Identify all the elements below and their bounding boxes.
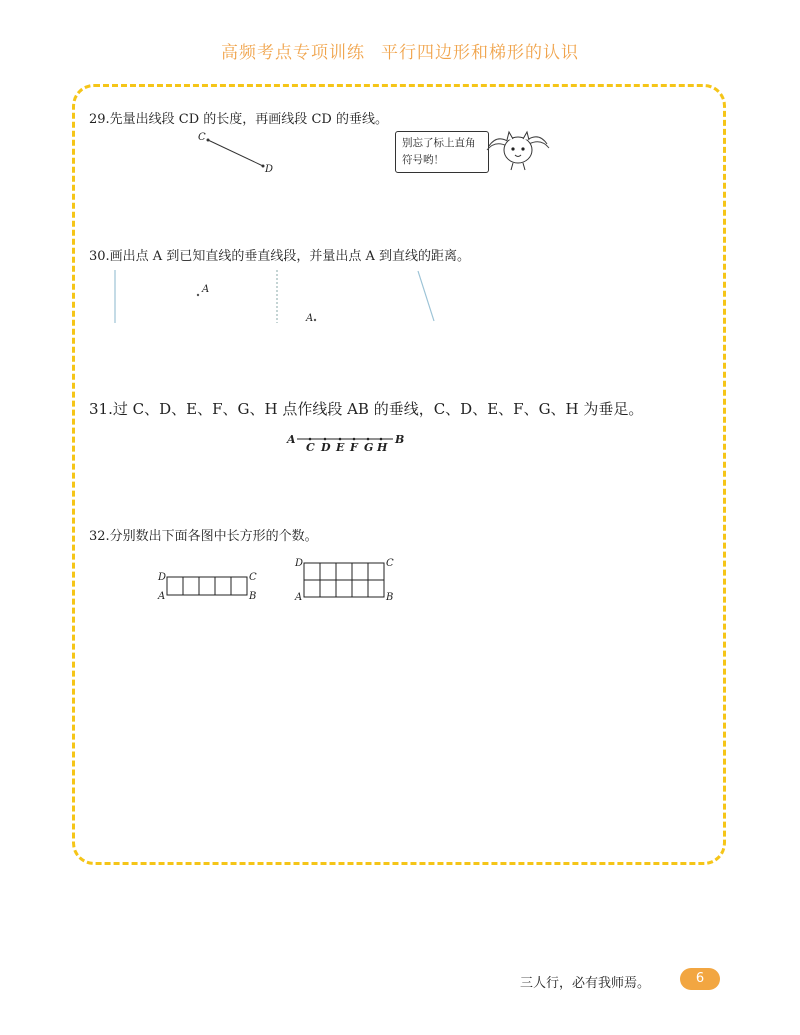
q31-figure: [285, 430, 415, 456]
point-d-label: D: [265, 164, 274, 175]
fig2-label-c: C: [386, 558, 394, 569]
point-b-label: B: [395, 433, 405, 446]
point-a1-label: A: [202, 284, 210, 295]
point-c-dot: [309, 438, 312, 441]
point-e-label: E: [336, 441, 345, 454]
footer-motto: 三人行，必有我师焉。: [520, 976, 651, 991]
fig2-label-a: A: [295, 592, 303, 603]
q32-figure-2: [292, 554, 402, 604]
page-number-badge: 6: [680, 968, 720, 990]
tip-line-2: 符号哟！: [402, 154, 444, 166]
content-frame: [72, 84, 726, 865]
q29-figure: [190, 128, 290, 178]
fig2-label-b: B: [386, 592, 394, 603]
point-h-dot: [380, 438, 383, 441]
point-f-label: F: [350, 441, 358, 454]
segment-cd: [208, 140, 263, 166]
point-a2-label: A: [306, 313, 314, 324]
point-c-label: C: [198, 132, 206, 143]
point-g-dot: [367, 438, 370, 441]
fig1-label-c: C: [249, 572, 257, 583]
fig2-label-d: D: [295, 558, 304, 569]
header-section: 高频考点专项训练: [221, 43, 365, 63]
point-c-dot: [207, 139, 210, 142]
fig1-label-d: D: [158, 572, 167, 583]
point-d-dot: [324, 438, 327, 441]
point-d-label: D: [321, 441, 331, 454]
point-a2-dot: [314, 319, 316, 321]
point-g-label: G: [364, 441, 374, 454]
tip-speech-bubble: [395, 131, 489, 173]
fig1-outer-rect: [167, 577, 247, 595]
point-f-dot: [353, 438, 356, 441]
fig1-label-a: A: [158, 591, 166, 602]
point-h-label: H: [377, 441, 388, 454]
question-30-text: 30.画出点 A 到已知直线的垂直线段，并量出点 A 到直线的距离。: [89, 249, 470, 264]
tip-line-1: 别忘了标上直角: [402, 137, 476, 149]
line-3: [418, 271, 434, 321]
point-a1-dot: [197, 294, 199, 296]
mascot-icon: [485, 126, 551, 174]
fig1-label-b: B: [249, 591, 257, 602]
question-31-text: 31.过 C、D、E、F、G、H 点作线段 AB 的垂线，C、D、E、F、G、H 为垂足。: [89, 400, 644, 418]
question-32-text: 32.分别数出下面各图中长方形的个数。: [89, 529, 318, 544]
q32-figure-1: [155, 568, 265, 604]
point-a-label: A: [287, 433, 296, 446]
point-e-dot: [339, 438, 342, 441]
header-topic: 平行四边形和梯形的认识: [381, 43, 579, 63]
q30-figure: [100, 265, 460, 335]
page-header: [0, 38, 800, 63]
point-c-label: C: [306, 441, 315, 454]
question-29-text: 29.先量出线段 CD 的长度，再画线段 CD 的垂线。: [89, 112, 388, 127]
